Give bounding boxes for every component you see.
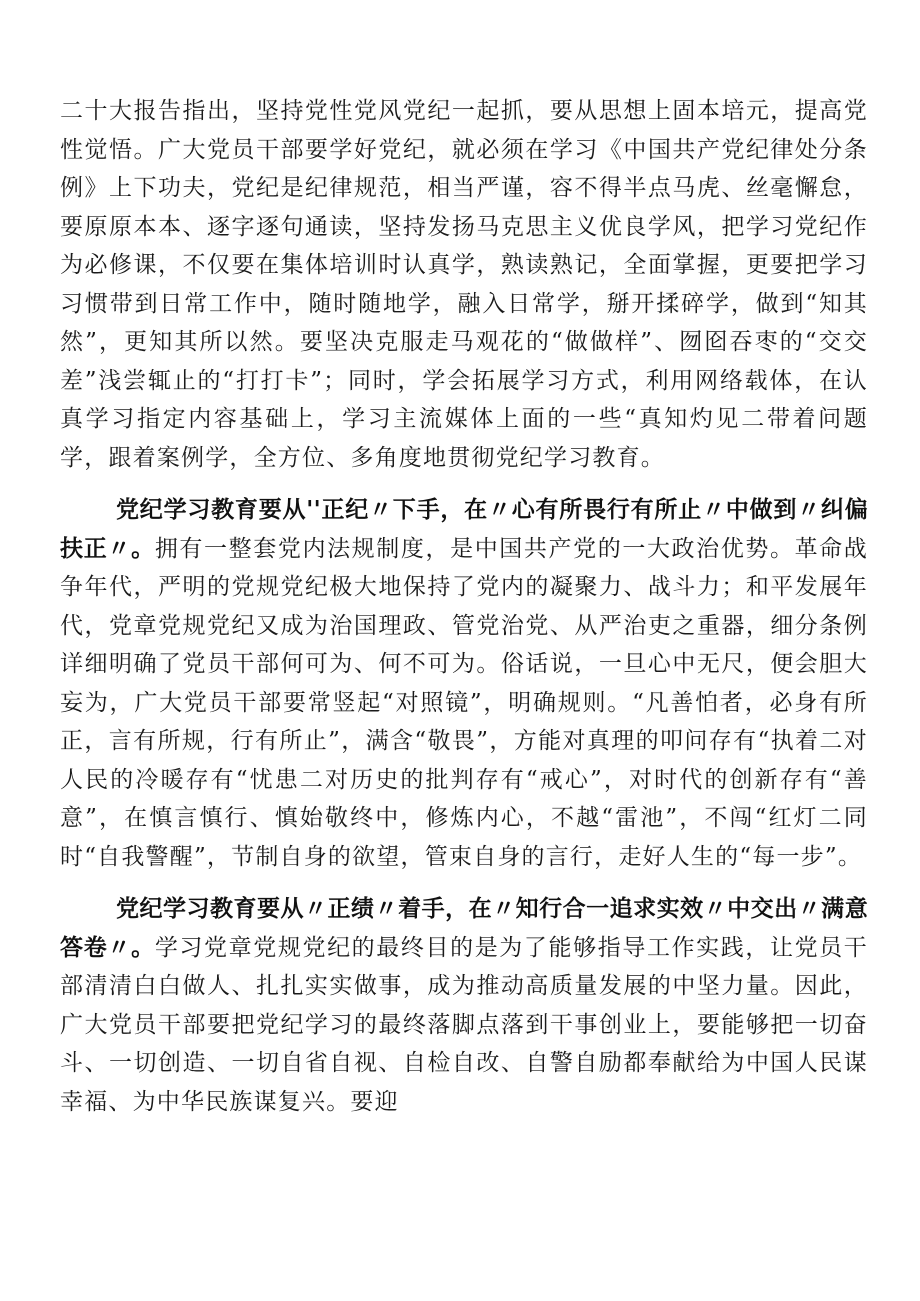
paragraph-3-text: 学习党章党规党纪的最终目的是为了能够指导工作实践，让党员干部清清白白做人、扎扎实实做事，成为推动高质量发展的中坚力量。因此，广大党员干部要把党纪学习的最终落脚点落到干事创业上，要能够把一切奋斗、一切创造、一切自省自视、自检自改、自警自励都奉献给为中国人民谋幸福、为中华民族谋复兴。要迎 xyxy=(60,934,868,1115)
paragraph-3-heading: 党纪学习教育要从〃正绩〃着手，在〃知行合一追求实效〃中交出〃满意答卷〃。 xyxy=(60,896,868,961)
paragraph-3 xyxy=(60,890,868,1121)
paragraph-1-text: 二十大报告指出，坚持党性党风党纪一起抓，要从思想上固本培元，提高党性觉悟。广大党员干部要学好党纪，就必须在学习《中国共产党纪律处分条例》上下功夫，党纪是纪律规范，相当严谨，容不得半点马虎、丝毫懈怠，要原原本本、逐字逐句通读，坚持发扬马克思主义优良学风，把学习党纪作为必修课，不仅要在集体培训时认真学，熟读熟记，全面掌握，更要把学习习惯带到日常工作中，随时随地学，融入日常学，掰开揉碎学，做到“知其然”，更知其所以然。要坚决克服走马观花的“做做样”、囫囵吞枣的“交交差”浅尝辄止的“打打卡”；同时，学会拓展学习方式，利用网络载体，在认真学习指定内容基础上，学习主流媒体上面的一些“真知灼见二带着问题学，跟着案例学，全方位、多角度地贯彻党纪学习教育。 xyxy=(60,98,868,471)
paragraph-1 xyxy=(60,92,868,477)
paragraph-2-heading: 党纪学习教育要从''正纪〃下手，在〃心有所畏行有所止〃中做到〃纠偏扶正〃。 xyxy=(60,497,868,562)
document-body xyxy=(60,92,868,1135)
paragraph-2 xyxy=(60,491,868,876)
paragraph-2-text: 拥有一整套党内法规制度，是中国共产党的一大政治优势。革命战争年代，严明的党规党纪极大地保持了党内的凝聚力、战斗力；和平发展年代，党章党规党纪又成为治国理政、管党治党、从严治吏之重器，细分条例详细明确了党员干部何可为、何不可为。俗话说，一旦心中无尺，便会胆大妄为，广大党员干部要常竖起“对照镜”，明确规则。“凡善怕者，必身有所正，言有所规，行有所止”，满含“敬畏”，方能对真理的叩问存有“执着二对人民的冷暖存有“忧患二对历史的批判存有“戒心”，对时代的创新存有“善意”，在慎言慎行、慎始敬终中，修炼内心，不越“雷池”，不闯“红灯二同时“自我警醒”，节制自身的欲望，管束自身的言行，走好人生的“每一步”。 xyxy=(60,535,868,870)
